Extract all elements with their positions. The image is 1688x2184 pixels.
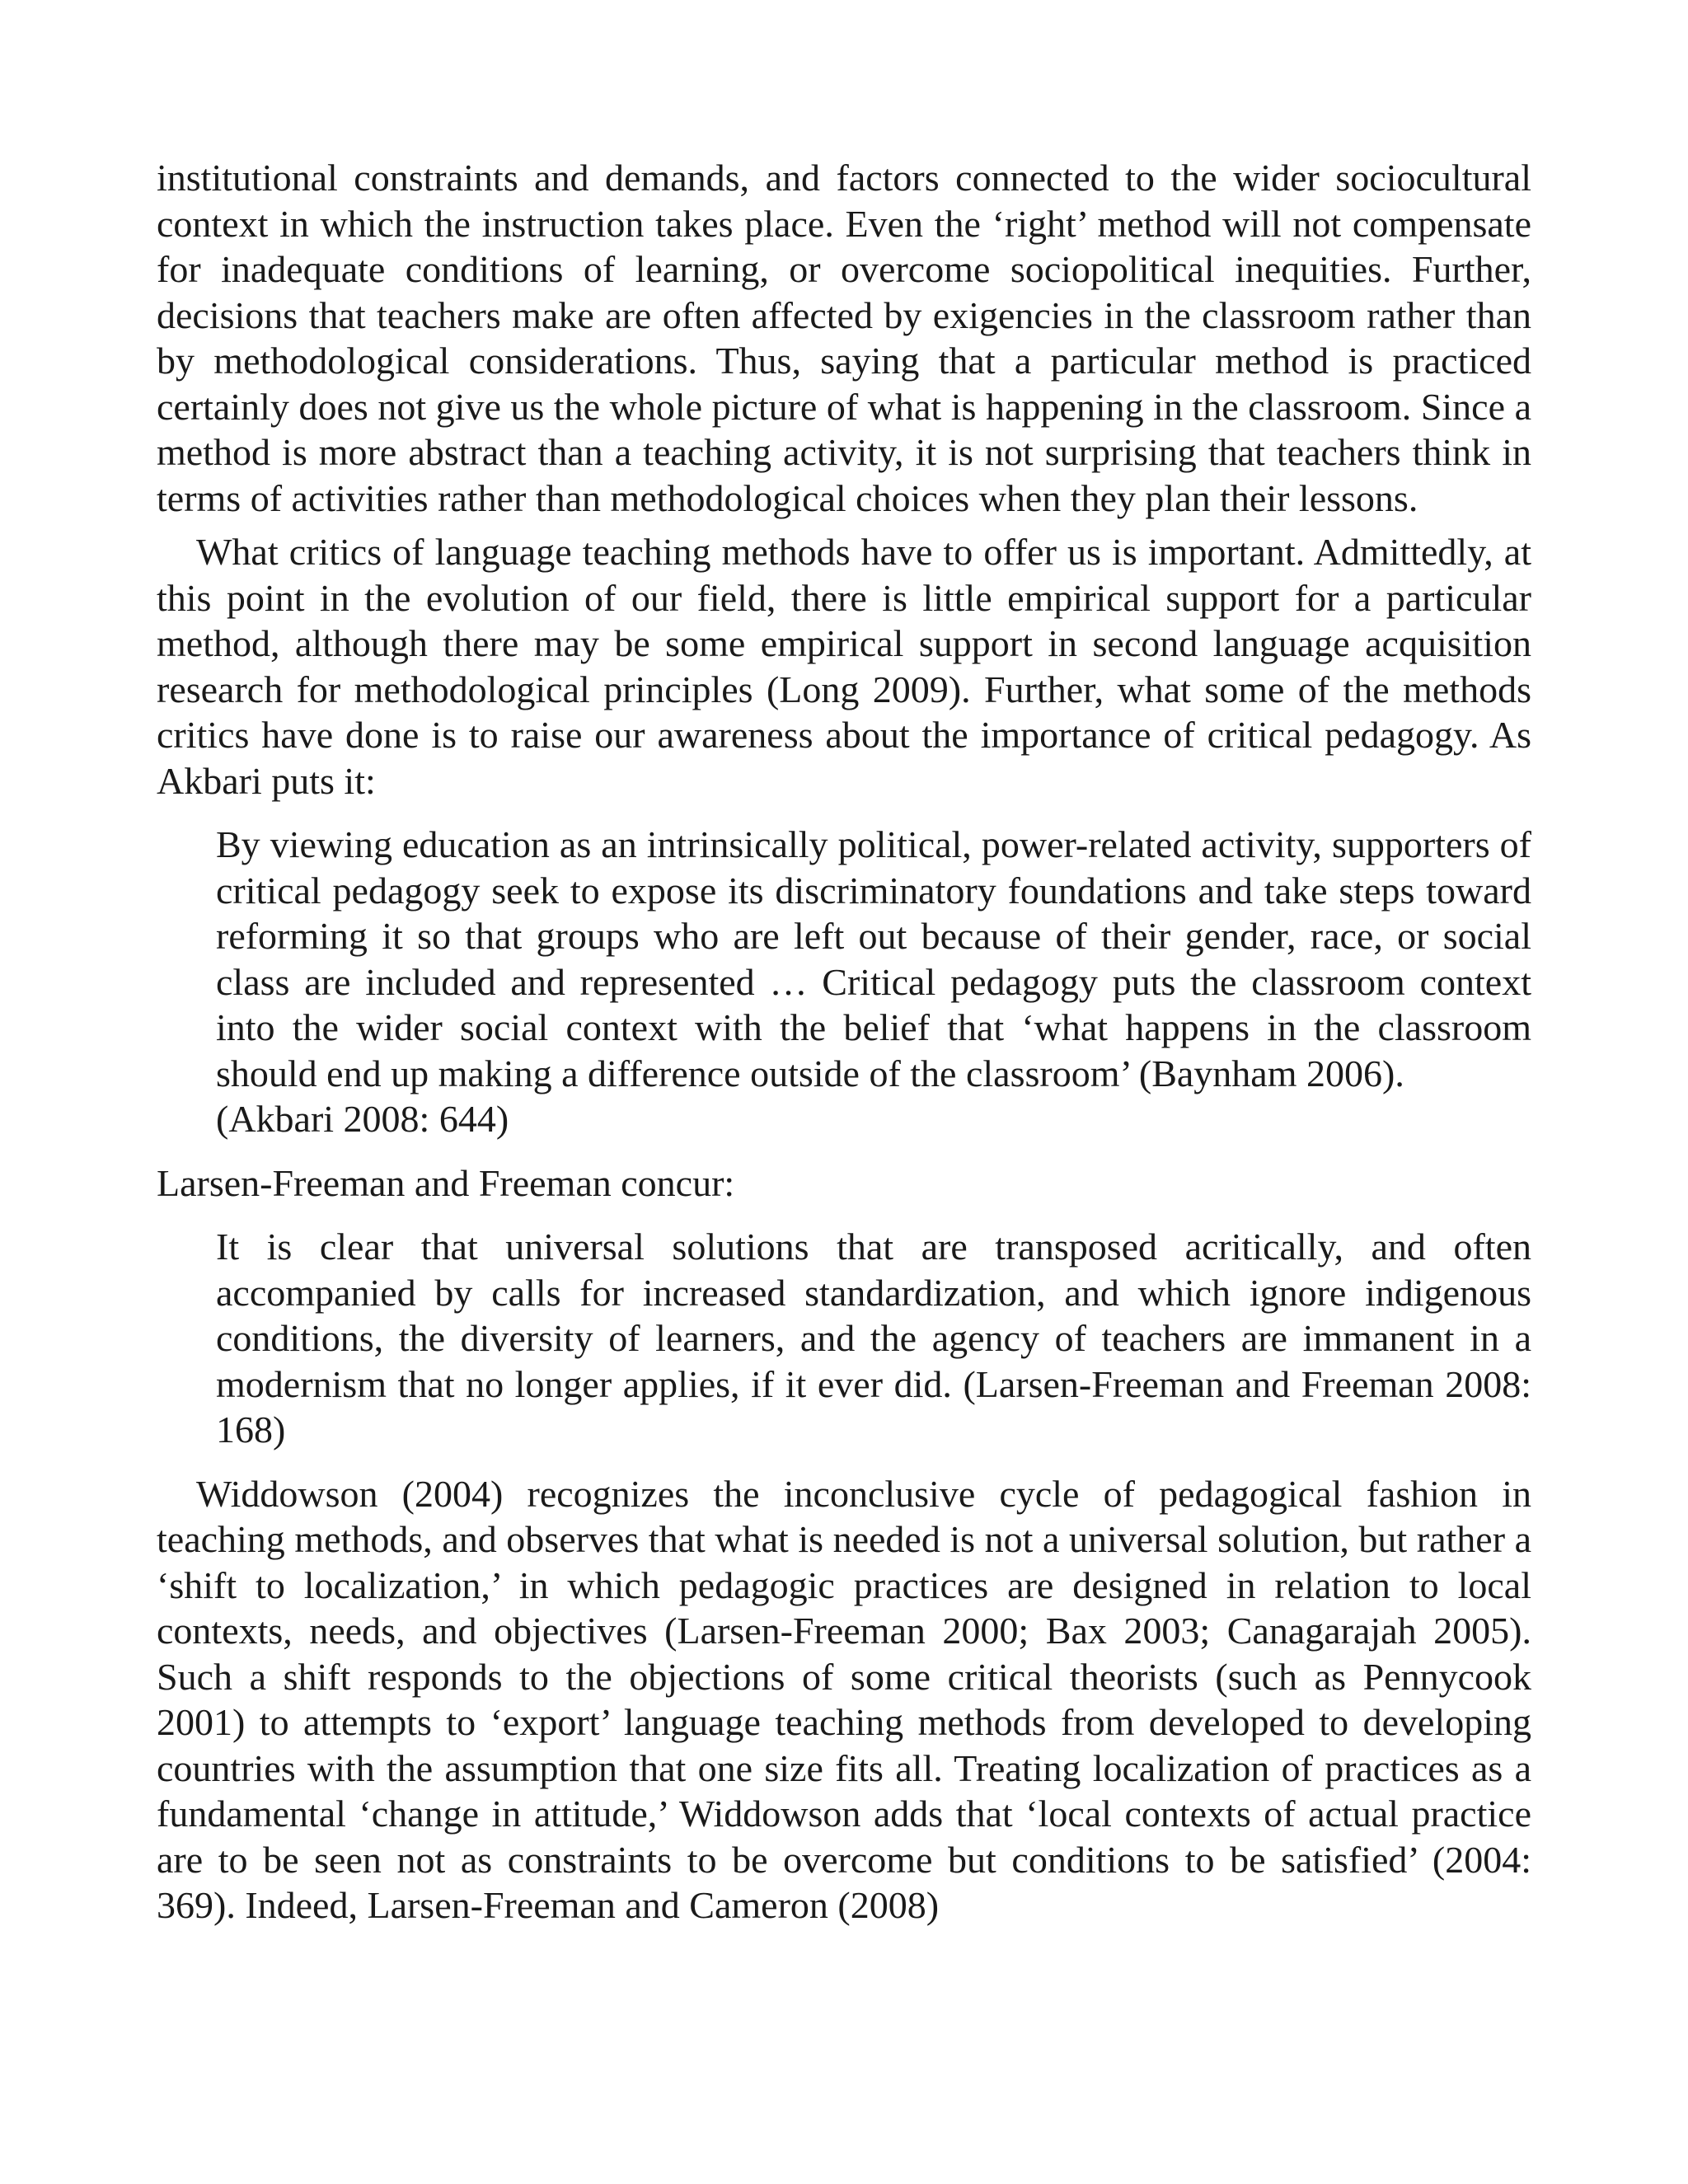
body-paragraph-4: Widdowson (2004) recognizes the inconclusive cycle of pedagogical fashion in teaching methods, and observes that what is needed is not a universal solution, but rather a ‘shift to localization,’ in which pedagogic practices are designed in relation to local contexts, needs, and objectives (Larsen-Freeman 2000; Bax 2003; Canagarajah 2005). Such a shift responds to the objections of some critical theorists (such as Pennycook 2001) to attempts to ‘export’ language teaching methods from developed to developing countries with the assumption that one size fits all. Treating localization of practices as a fundamental ‘change in attitude,’ Widdowson adds that ‘local contexts of actual practice are to be seen not as constraints to be overcome but conditions to be satisfied’ (2004: 369). Indeed, Larsen-Freeman and Cameron (2008) xyxy=(157,1472,1531,1926)
document-page xyxy=(157,155,1531,1929)
body-paragraph-1: institutional constraints and demands, and factors connected to the wider sociocultural context in which the instruction takes place. Even the ‘right’ method will not compensate for inadequate conditions of learning, or overcome sociopolitical inequities. Further, decisions that teachers make are often affected by exigencies in the classroom rather than by methodological considerations. Thus, saying that a particular method is practiced certainly does not give us the whole picture of what is happening in the classroom. Since a method is more abstract than a teaching activity, it is not surprising that teachers think in terms of activities rather than methodological choices when they plan their lessons. xyxy=(157,157,1531,519)
block-quote-larsen-freeman xyxy=(216,1224,1531,1453)
body-paragraph-3: Larsen-Freeman and Freeman concur: xyxy=(157,1161,735,1204)
body-paragraph-2: What critics of language teaching methods have to offer us is important. Admittedly, at this point in the evolution of our field, there is little empirical support for a particular method, although there may be some empirical support in second language acquisition research for methodological principles (Long 2009). Further, what some of the methods critics have done is to raise our awareness about the importance of critical pedagogy. As Akbari puts it: xyxy=(157,531,1531,802)
block-quote-larsen-freeman-text: It is clear that universal solutions that are transposed acritically, and often accompanied by calls for increased standardization, and which ignore indigenous conditions, the diversity of learners, and the agency of teachers are immanent in a modernism that no longer applies, if it ever did. (Larsen-Freeman and Freeman 2008: 168) xyxy=(216,1226,1531,1451)
block-quote-akbari-text: By viewing education as an intrinsically political, power-related activity, supporters of critical pedagogy seek to expose its discriminatory foundations and take steps toward reforming it so that groups who are left out because of their gender, race, or social class are included and represented … Critical pedagogy puts the classroom context into the wider social context with the belief that ‘what happens in the classroom should end up making a difference outside of the classroom’ (Baynham 2006). xyxy=(216,823,1531,1094)
block-quote-akbari-citation: (Akbari 2008: 644) xyxy=(216,1098,509,1140)
block-quote-akbari xyxy=(216,822,1531,1142)
